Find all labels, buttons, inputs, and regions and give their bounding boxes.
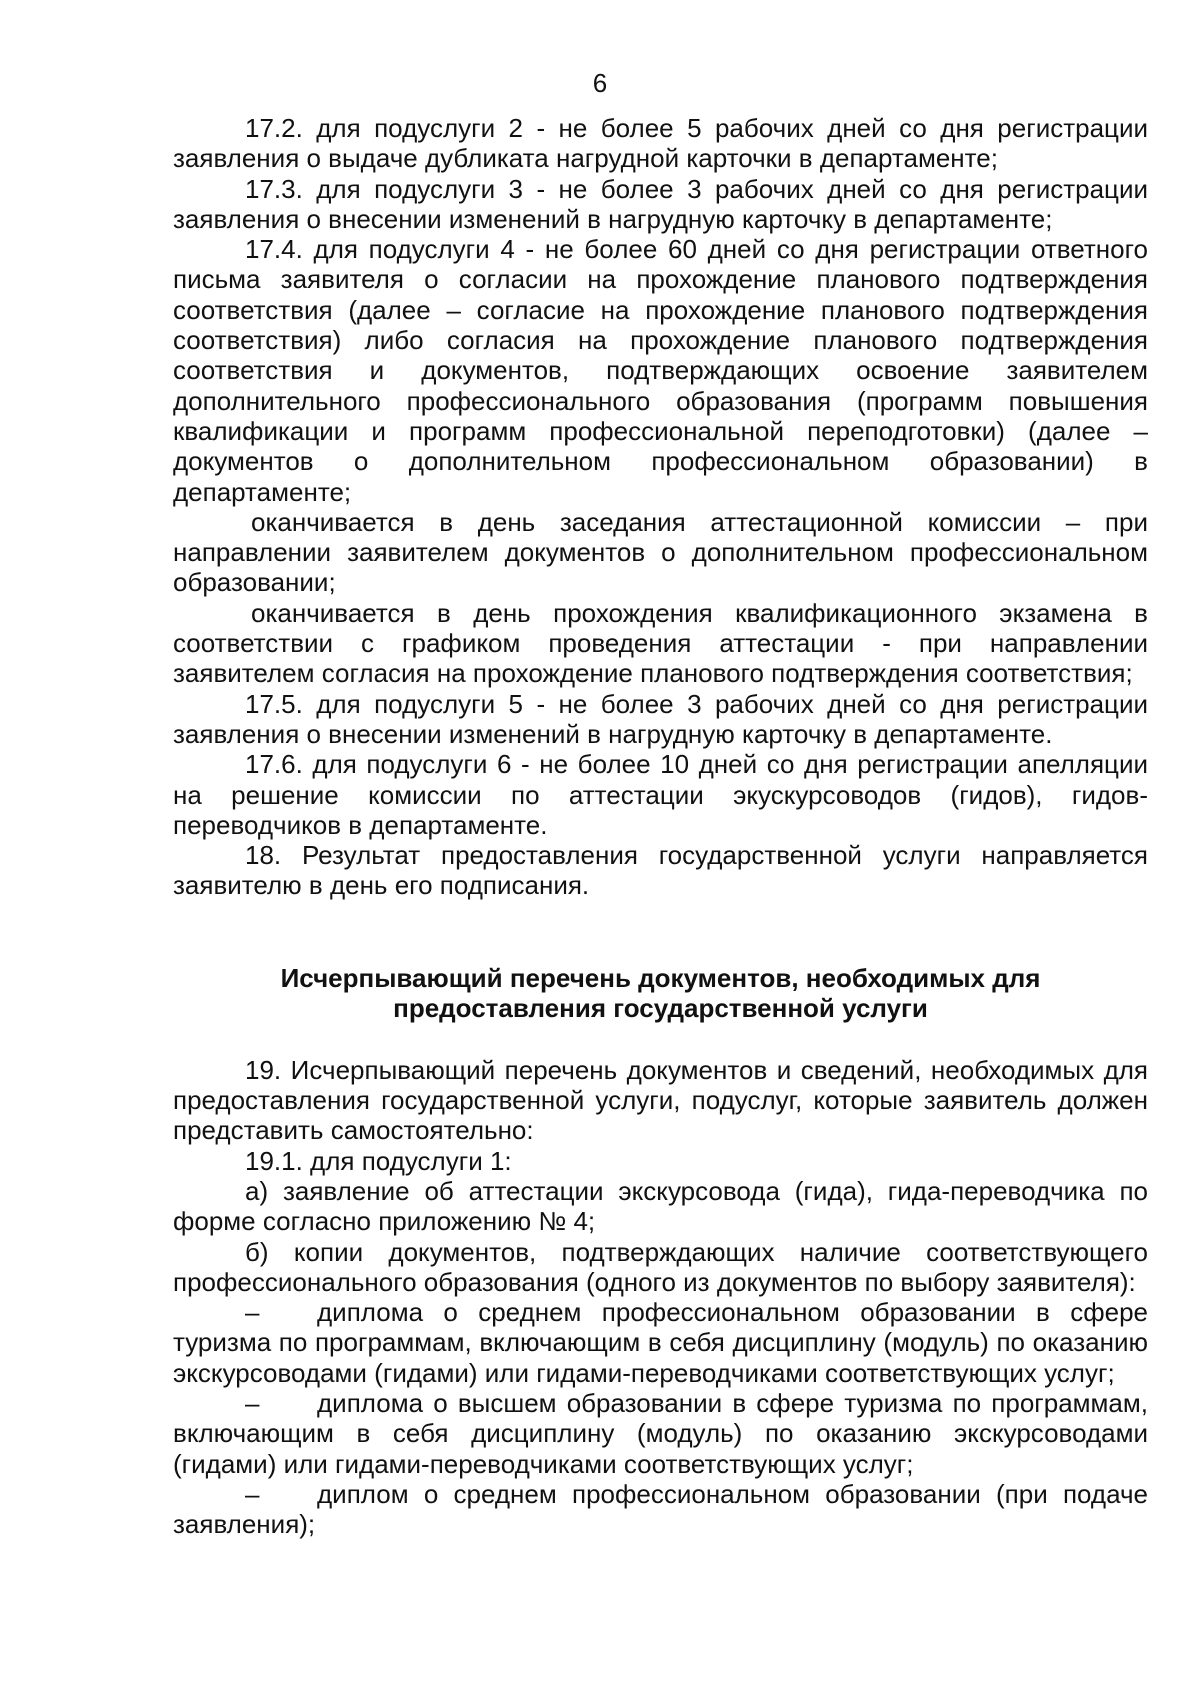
paragraph-17-6: 17.6. для подуслуги 6 - не более 10 дней со дня регистрации апелляции на решение комиссии по аттестации экускурсоводов (гидов), гидов-переводчиков в департаменте. <box>173 749 1148 840</box>
paragraph-17-3: 17.3. для подуслуги 3 - не более 3 рабочих дней со дня регистрации заявления о внесении изменений в нагрудную карточку в департаменте; <box>173 173 1148 234</box>
dash-item-text: диплом о среднем профессиональном образовании (при подаче заявления); <box>173 1478 1148 1540</box>
document-body <box>173 113 1148 1539</box>
dash-bullet: – <box>245 1478 260 1509</box>
paragraph-item-a: а) заявление об аттестации экскурсовода (гида), гида-переводчика по форме согласно приложению № 4; <box>173 1175 1148 1237</box>
paragraph-ends-exam: оканчивается в день прохождения квалификационного экзамена в соответствии с графиком проведения аттестации - при направлении заявителем согласия на прохождение планового подтверждения соответствия; <box>173 597 1148 689</box>
paragraph-18: 18. Результат предоставления государственной услуги направляется заявителю в день его подписания. <box>173 840 1148 901</box>
section-heading <box>173 963 1148 1023</box>
paragraph-17-2: 17.2. для подуслуги 2 - не более 5 рабочих дней со дня регистрации заявления о выдаче дубликата нагрудной карточки в департаменте; <box>173 113 1148 174</box>
page-number: 6 <box>592 68 608 98</box>
dash-bullet: – <box>245 1387 260 1418</box>
section-heading-line-1: Исчерпывающий перечень документов, необходимых для <box>280 962 1041 993</box>
dash-item-text: диплома о среднем профессиональном образовании в сфере туризма по программам, включающим в себя дисциплину (модуль) по оказанию экскурсоводами (гидами) или гидами-переводчиками соответствующих услуг; <box>173 1297 1148 1388</box>
paragraph-17-4: 17.4. для подуслуги 4 - не более 60 дней со дня регистрации ответного письма заявителя о согласии на прохождение планового подтверждения соответствия (далее – согласие на прохождение планового подтверждения соответствия) либо согласия на прохождение планового подтверждения соответствия и документов, подтверждающих освоение заявителем дополнительного профессионального образования (программ повышения квалификации и программ профессиональной переподготовки) (далее – документов о дополнительном профессиональном образовании) в департаменте; <box>173 234 1148 507</box>
paragraph-19: 19. Исчерпывающий перечень документов и сведений, необходимых для предоставления государственной услуги, подуслуг, которые заявитель должен представить самостоятельно: <box>173 1054 1148 1146</box>
section-heading-line-2: предоставления государственной услуги <box>393 992 928 1023</box>
dash-bullet: – <box>245 1297 260 1328</box>
dash-list-item-2 <box>173 1388 1148 1479</box>
dash-list-item-1 <box>173 1297 1148 1388</box>
paragraph-19-1: 19.1. для подуслуги 1: <box>245 1145 512 1176</box>
dash-item-text: диплома о высшем образовании в сфере туризма по программам, включающим в себя дисциплину (модуль) по оказанию экскурсоводами (гидами) или гидами-переводчиками соответствующих услуг; <box>173 1387 1148 1479</box>
paragraph-item-b: б) копии документов, подтверждающих наличие соответствующего профессионального образования (одного из документов по выбору заявителя): <box>173 1236 1148 1297</box>
paragraph-17-5: 17.5. для подуслуги 5 - не более 3 рабочих дней со дня регистрации заявления о внесении изменений в нагрудную карточку в департаменте. <box>173 688 1148 749</box>
dash-list-item-3 <box>173 1479 1148 1540</box>
paragraph-ends-commission: оканчивается в день заседания аттестационной комиссии – при направлении заявителем документов о дополнительном профессиональном образовании; <box>173 506 1148 598</box>
